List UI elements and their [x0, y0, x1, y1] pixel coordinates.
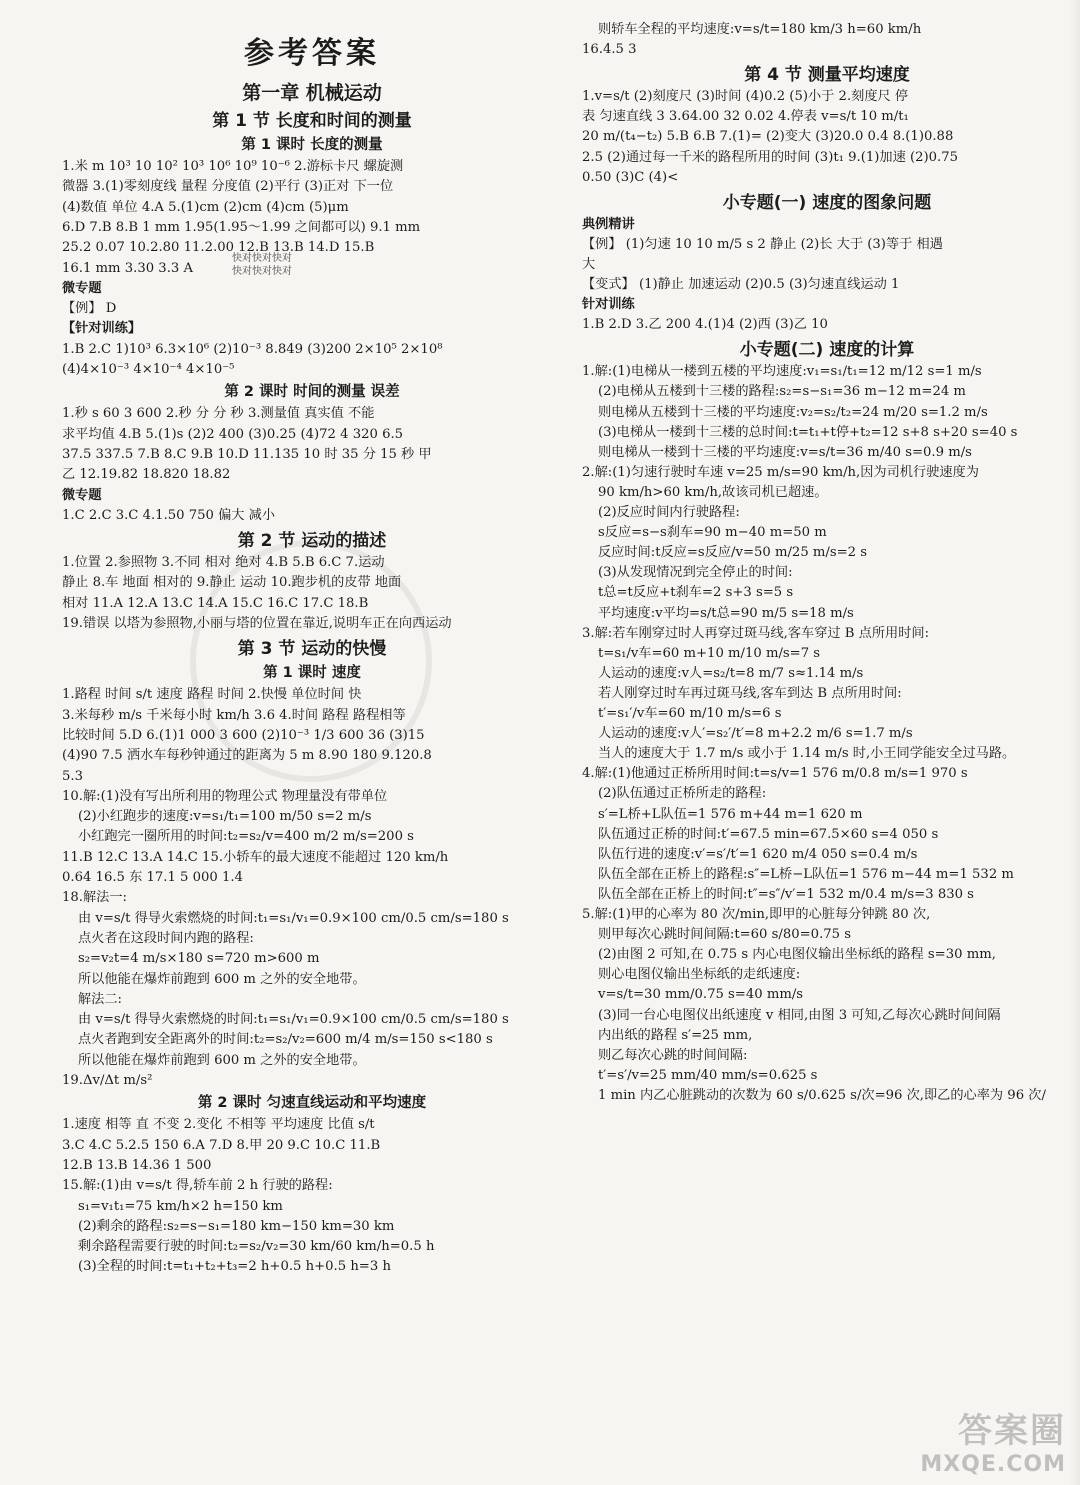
- answer-line: 16.4.5 3: [582, 42, 637, 58]
- label-heading: 针对训练: [582, 297, 635, 313]
- chapter-heading: 第一章 机械运动: [242, 82, 382, 104]
- answer-line: 人运动的速度:v人′=s₂′/t′=8 m+2.2 m/6 s=1.7 m/s: [598, 726, 913, 742]
- answer-line: 1.B 2.C 1)10³ 6.3×10⁶ (2)10⁻³ 8.849 (3)200 2×10⁵ 2×10⁸: [62, 341, 443, 357]
- watermark-url: MXQE.COM: [920, 1452, 1066, 1477]
- answer-line: 3.C 4.C 5.2.5 150 6.A 7.D 8.甲 20 9.C 10.C 11.B: [62, 1137, 381, 1153]
- answer-line: (3)电梯从一楼到十三楼的总时间:t=t₁+t停+t₂=12 s+8 s+20 s=40 s: [598, 424, 1018, 440]
- answer-line: 所以他能在爆炸前跑到 600 m 之外的安全地带。: [78, 971, 366, 987]
- answer-line: (2)电梯从五楼到十三楼的路程:s₂=s−s₁=36 m−12 m=24 m: [598, 384, 966, 400]
- label-heading: 【针对训练】: [62, 321, 142, 337]
- note-line: 快对快对快对: [232, 266, 292, 277]
- answer-line: 内出纸的路程 s′=25 mm,: [598, 1027, 753, 1043]
- answer-line: 2.解:(1)匀速行驶时车速 v=25 m/s=90 km/h,因为司机行驶速度为: [582, 464, 979, 480]
- answer-line: (4)数值 单位 4.A 5.(1)cm (2)cm (4)cm (5)μm: [62, 199, 349, 215]
- answer-line: 平均速度:v平均=s/t总=90 m/5 s=18 m/s: [598, 605, 854, 621]
- answer-line: t′=s′/v=25 mm/40 mm/s=0.625 s: [598, 1067, 818, 1083]
- answer-line: 反应时间:t反应=s反应/v=50 m/25 m/s=2 s: [598, 545, 868, 561]
- answer-line: 微器 3.(1)零刻度线 量程 分度值 (2)平行 (3)正对 下一位: [62, 179, 394, 195]
- answer-line: s反应=s−s刹车=90 m−40 m=50 m: [598, 525, 827, 541]
- section-heading: 第 1 节 长度和时间的测量: [212, 111, 412, 131]
- answer-line: 1.秒 s 60 3 600 2.秒 分 分 秒 3.测量值 真实值 不能: [62, 406, 375, 422]
- section-heading: 第 4 节 测量平均速度: [744, 65, 910, 86]
- answer-line: s₂=v₂t=4 m/s×180 s=720 m>600 m: [78, 951, 320, 967]
- answer-line: s′=L桥+L队伍=1 576 m+44 m=1 620 m: [598, 806, 863, 822]
- answer-line: 队伍全部在正桥上的时间:t″=s″/v′=1 532 m/0.4 m/s=3 830 s: [598, 886, 974, 902]
- answer-line: 5.解:(1)甲的心率为 80 次/min,即甲的心脏每分钟跳 80 次,: [582, 907, 931, 922]
- answer-line: 则电梯从一楼到十三楼的平均速度:v=s/t=36 m/40 s=0.9 m/s: [598, 444, 972, 460]
- answer-line: 0.50 (3)C (4)<: [582, 169, 679, 185]
- answer-line: 19.Δv/Δt m/s²: [62, 1073, 153, 1088]
- answer-line: 25.2 0.07 10.2.80 11.2.00 12.B 13.B 14.D 15.B: [62, 240, 375, 256]
- subsection-heading: 第 1 课时 长度的测量: [241, 137, 383, 153]
- subsection-heading: 第 2 课时 匀速直线运动和平均速度: [197, 1095, 427, 1112]
- answer-line: 当人的速度大于 1.7 m/s 或小于 1.14 m/s 时,小王同学能安全过马路。: [598, 746, 1016, 762]
- answer-line: 12.B 13.B 14.36 1 500: [62, 1157, 212, 1173]
- answer-line: 大: [582, 256, 596, 272]
- answer-line: 【例】 (1)匀速 10 10 m/5 s 2 静止 (2)长 大于 (3)等于 相遇: [582, 236, 943, 252]
- answer-line: 1.B 2.D 3.乙 200 4.(1)4 (2)西 (3)乙 10: [582, 317, 828, 333]
- answer-line: 由 v=s/t 得导火索燃烧的时间:t₁=s₁/v₁=0.9×100 cm/0.5 cm/s=180 s: [78, 910, 509, 926]
- answer-line: 0.64 16.5 东 17.1 5 000 1.4: [62, 870, 243, 885]
- answer-line: 1.解:(1)电梯从一楼到五楼的平均速度:v₁=s₁/t₁=12 m/12 s=1 m/s: [582, 364, 982, 380]
- answer-line: 点火者在这段时间内跑的路程:: [78, 930, 254, 946]
- section-heading: 第 3 节 运动的快慢: [237, 639, 387, 660]
- answer-line: (2)小红跑步的速度:v=s₁/t₁=100 m/50 s=2 m/s: [78, 809, 372, 825]
- note-line: 快对快对快对: [232, 253, 292, 264]
- answer-line: 【变式】 (1)静止 加速运动 (2)0.5 (3)匀速直线运动 1: [582, 277, 900, 292]
- answer-line: 1.速度 相等 直 不变 2.变化 不相等 平均速度 比值 s/t: [62, 1117, 375, 1133]
- watermark: [920, 1403, 1066, 1477]
- answer-line: 16.1 mm 3.30 3.3 A: [62, 260, 193, 276]
- answer-line: 19.错误 以塔为参照物,小丽与塔的位置在靠近,说明车正在向西运动: [62, 616, 452, 631]
- answer-line: 1.v=s/t (2)刻度尺 (3)时间 (4)0.2 (5)小于 2.刻度尺 停: [582, 89, 909, 105]
- answer-line: 则电梯从五楼到十三楼的平均速度:v₂=s₂/t₂=24 m/20 s=1.2 m/s: [598, 404, 988, 420]
- section-heading: 第 2 节 运动的描述: [237, 531, 387, 552]
- answer-line: 1.路程 时间 s/t 速度 路程 时间 2.快慢 单位时间 快: [62, 687, 362, 703]
- answer-line: (2)队伍通过正桥所走的路程:: [598, 786, 767, 802]
- answer-line: 点火者跑到安全距离外的时间:t₂=s₂/v₂=600 m/4 m/s=150 s<180 s: [78, 1032, 493, 1048]
- answer-line: 1.C 2.C 3.C 4.1.50 750 偏大 减小: [62, 507, 276, 523]
- answer-line: 人运动的速度:v人=s₂/t=8 m/7 s≈1.14 m/s: [598, 665, 864, 681]
- answer-line: 则轿车全程的平均速度:v=s/t=180 km/3 h=60 km/h: [598, 22, 922, 37]
- answer-line: s₁=v₁t₁=75 km/h×2 h=150 km: [78, 1198, 283, 1214]
- answer-line: 1.米 m 10³ 10 10² 10³ 10⁶ 10⁹ 10⁻⁶ 2.游标卡尺 螺旋测: [62, 159, 404, 174]
- answer-line: 比较时间 5.D 6.(1)1 000 3 600 (2)10⁻³ 1/3 600 36 (3)15: [62, 727, 425, 743]
- answer-line: t′=s₁′/v车=60 m/10 m/s=6 s: [598, 706, 782, 721]
- answer-line: 队伍通过正桥的时间:t′=67.5 min=67.5×60 s=4 050 s: [598, 826, 939, 842]
- answer-line: 小红跑完一圈所用的时间:t₂=s₂/v=400 m/2 m/s=200 s: [78, 829, 414, 845]
- answer-line: (3)全程的时间:t=t₁+t₂+t₃=2 h+0.5 h+0.5 h=3 h: [78, 1259, 391, 1275]
- answer-line: (4)4×10⁻³ 4×10⁻⁴ 4×10⁻⁵: [62, 362, 235, 377]
- answer-line: 由 v=s/t 得导火索燃烧的时间:t₁=s₁/v₁=0.9×100 cm/0.5 cm/s=180 s: [78, 1012, 509, 1028]
- answer-line: 3.解:若车刚穿过时人再穿过斑马线,客车穿过 B 点所用时间:: [582, 625, 930, 641]
- answer-line: 37.5 337.5 7.B 8.C 9.B 10.D 11.135 10 时 35 分 15 秒 甲: [62, 446, 432, 462]
- answer-line: 剩余路程需要行驶的时间:t₂=s₂/v₂=30 km/60 km/h=0.5 h: [78, 1239, 435, 1255]
- answer-line: 若人刚穿过时车再过斑马线,客车到达 B 点所用时间:: [598, 685, 902, 701]
- answer-line: t总=t反应+t刹车=2 s+3 s=5 s: [598, 585, 794, 601]
- answer-line: (2)反应时间内行驶路程:: [598, 505, 740, 520]
- answer-line: (3)同一台心电图仪出纸速度 v 相同,由图 3 可知,乙每次心跳时间间隔: [598, 1007, 1001, 1023]
- answer-line: (4)90 7.5 洒水车每秒钟通过的距离为 5 m 8.90 180 9.120.8: [62, 748, 432, 764]
- overlay-note: [232, 252, 292, 278]
- answer-line: 10.解:(1)没有写出所利用的物理公式 物理量没有带单位: [62, 788, 388, 804]
- section-heading: 小专题(二) 速度的计算: [739, 340, 915, 361]
- label-heading: 典例精讲: [582, 216, 635, 232]
- answer-line: 6.D 7.B 8.B 1 mm 1.95(1.95～1.99 之间都可以) 9.1 mm: [62, 219, 421, 235]
- answer-line: 20 m/(t₄−t₂) 5.B 6.B 7.(1)= (2)变大 (3)20.0 0.4 8.(1)0.88: [582, 129, 954, 145]
- answer-line: 4.解:(1)他通过正桥所用时间:t=s/v=1 576 m/0.8 m/s=1 970 s: [582, 766, 968, 782]
- answer-line: 相对 11.A 12.A 13.C 14.A 15.C 16.C 17.C 18.B: [62, 595, 369, 611]
- answer-line: 则乙每次心跳的时间间隔:: [598, 1047, 748, 1063]
- answer-line: 2.5 (2)通过每一千米的路程所用的时间 (3)t₁ 9.(1)加速 (2)0.75: [582, 149, 958, 165]
- answer-line: (3)从发现情况到完全停止的时间:: [598, 565, 793, 581]
- answer-line: 静止 8.车 地面 相对的 9.静止 运动 10.跑步机的皮带 地面: [62, 575, 402, 591]
- answer-line: 【例】 D: [62, 301, 117, 317]
- answer-line: 队伍全部在正桥上的路程:s″=L桥−L队伍=1 576 m−44 m=1 532 m: [598, 866, 1014, 882]
- answer-line: t=s₁/v车=60 m+10 m/10 m/s=7 s: [598, 645, 821, 661]
- answer-line: 1 min 内乙心脏跳动的次数为 60 s/0.625 s/次=96 次,即乙的心率为 96 次/: [598, 1087, 1046, 1103]
- answer-line: 1.位置 2.参照物 3.不同 相对 绝对 4.B 5.B 6.C 7.运动: [62, 555, 385, 571]
- answer-line: 90 km/h>60 km/h,故该司机已超速。: [598, 484, 828, 500]
- answer-line: 则甲每次心跳时间间隔:t=60 s/80=0.75 s: [598, 927, 852, 943]
- answer-line: 表 匀速直线 3 3.64.00 32 0.02 4.停表 v=s/t 10 m/t₁: [582, 109, 909, 125]
- subsection-heading: 第 2 课时 时间的测量 误差: [224, 384, 400, 401]
- answer-line: 18.解法一:: [62, 890, 127, 906]
- answer-line: 则心电图仪输出坐标纸的走纸速度:: [598, 967, 801, 983]
- subsection-heading: 第 1 课时 速度: [263, 665, 361, 682]
- answer-line: 3.米每秒 m/s 千米每小时 km/h 3.6 4.时间 路程 路程相等: [62, 707, 406, 723]
- answer-line: (2)剩余的路程:s₂=s−s₁=180 km−150 km=30 km: [78, 1218, 395, 1234]
- answer-line: 11.B 12.C 13.A 14.C 15.小轿车的最大速度不能超过 120 km/h: [62, 849, 449, 865]
- answer-line: 队伍行进的速度:v′=s′/t′=1 620 m/4 050 s=0.4 m/s: [598, 846, 918, 862]
- answer-line: 乙 12.19.82 18.820 18.82: [62, 467, 231, 483]
- answer-line: 5.3: [62, 768, 83, 784]
- page-title: 参考答案: [244, 36, 380, 71]
- answer-line: v=s/t=30 mm/0.75 s=40 mm/s: [598, 987, 804, 1003]
- label-heading: 微专题: [62, 280, 102, 296]
- answer-line: 15.解:(1)由 v=s/t 得,轿车前 2 h 行驶的路程:: [62, 1178, 333, 1194]
- label-heading: 微专题: [62, 487, 102, 503]
- answer-line: 所以他能在爆炸前跑到 600 m 之外的安全地带。: [78, 1052, 366, 1068]
- answer-line: 解法二:: [78, 991, 123, 1007]
- watermark-logo-text: 答案圈: [958, 1411, 1066, 1451]
- answer-line: 求平均值 4.B 5.(1)s (2)2 400 (3)0.25 (4)72 4 320 6.5: [62, 426, 404, 442]
- section-heading: 小专题(一) 速度的图象问题: [722, 192, 932, 213]
- answer-line: (2)由图 2 可知,在 0.75 s 内心电图仪输出坐标纸的路程 s=30 mm,: [598, 947, 996, 963]
